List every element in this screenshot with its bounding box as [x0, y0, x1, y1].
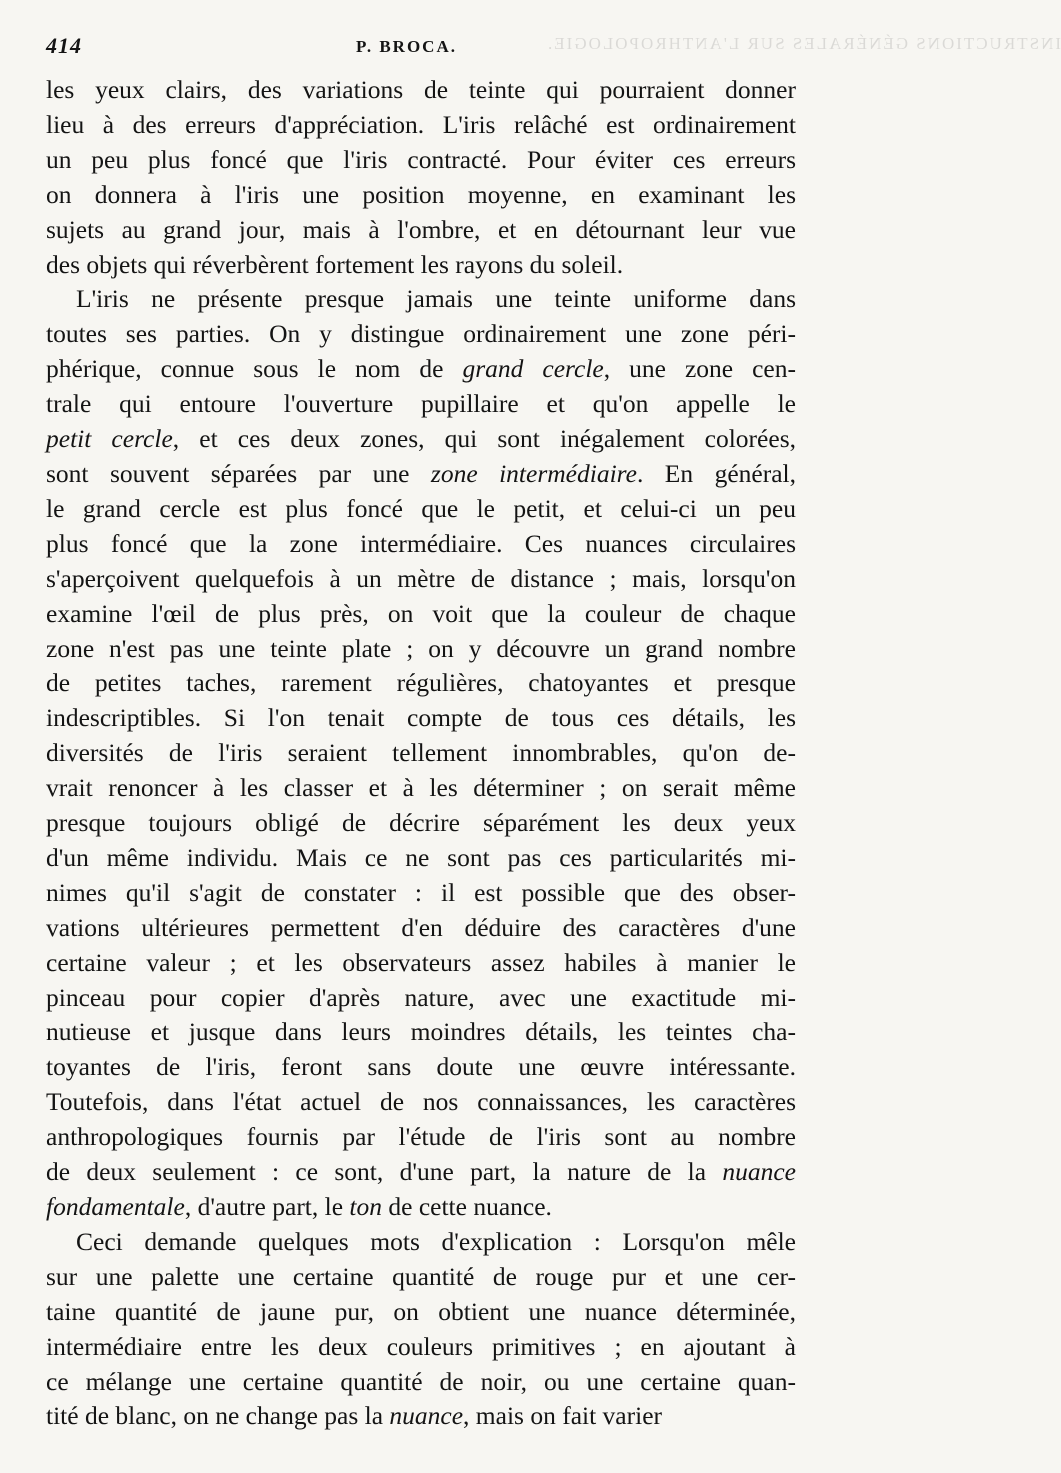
italic-term: nuance [722, 1157, 796, 1187]
text-line [46, 352, 796, 387]
text-segment: de petites taches, rarement régulières, chatoyantes et presque [46, 668, 796, 698]
text-line [46, 1330, 796, 1365]
italic-term: ton [349, 1192, 383, 1221]
text-segment: d'un même individu. Mais ce ne sont pas ces particularités mi- [46, 842, 796, 872]
text-segment: lieu à des erreurs d'appréciation. L'iris relâché est ordinairement [46, 109, 796, 139]
text-line [46, 1225, 796, 1260]
text-segment: vrait renoncer à les classer et à les déterminer ; on serait même [46, 773, 796, 803]
text-segment: les yeux clairs, des variations de teinte qui pourraient donner [46, 75, 796, 104]
text-segment: certaine valeur ; et les observateurs assez habiles à manier le [46, 947, 796, 977]
italic-term: zone intermédiaire [430, 458, 637, 488]
text-segment: examine l'œil de plus près, on voit que la couleur de chaque [46, 598, 796, 628]
text-segment: pinceau pour copier d'après nature, avec une exactitude mi- [46, 982, 796, 1012]
text-line [46, 143, 796, 178]
text-segment: , une zone cen- [603, 354, 796, 384]
text-segment: phérique, connue sous le nom de [46, 354, 463, 384]
text-line [46, 1190, 796, 1225]
text-line [46, 981, 796, 1016]
text-line [46, 492, 796, 527]
page-header [46, 0, 1061, 58]
text-line [46, 1365, 796, 1400]
text-segment: L'iris ne présente presque jamais une teinte uniforme dans [76, 284, 796, 314]
text-segment: de deux seulement : ce sont, d'une part, la nature de la [46, 1157, 723, 1187]
text-segment: des objets qui réverbèrent fortement les rayons du soleil. [46, 249, 624, 279]
text-line [46, 457, 796, 492]
paragraph [46, 1225, 796, 1434]
text-line [46, 1120, 796, 1155]
text-segment: diversités de l'iris seraient tellement innombrables, qu'on de- [46, 738, 796, 768]
text-line [46, 317, 796, 352]
text-segment: indescriptibles. Si l'on tenait compte de tous ces détails, les [46, 703, 796, 733]
text-line [46, 248, 796, 283]
text-line [46, 946, 796, 981]
text-segment: on donnera à l'iris une position moyenne, en examinant les [46, 179, 796, 209]
text-segment: de cette nuance. [382, 1192, 552, 1221]
text-line [46, 771, 796, 806]
text-line [46, 527, 796, 562]
paragraph [46, 282, 796, 1224]
text-line [46, 108, 796, 143]
text-segment: presque toujours obligé de décrire séparément les deux yeux [46, 808, 796, 838]
text-segment: le grand cercle est plus foncé que le petit, et celui-ci un peu [46, 493, 796, 523]
body-text [46, 73, 796, 1434]
text-segment: sont souvent séparées par une [46, 458, 431, 488]
text-segment: sujets au grand jour, mais à l'ombre, et en détournant leur vue [46, 214, 796, 244]
text-line [46, 1085, 796, 1120]
text-line [46, 806, 796, 841]
text-segment: Ceci demande quelques mots d'explication : Lorsqu'on mêle [76, 1226, 796, 1256]
text-segment: nimes qu'il s'agit de constater : il est possible que des obser- [46, 877, 796, 907]
text-line [46, 597, 796, 632]
text-line [46, 1260, 796, 1295]
text-segment: ce mélange une certaine quantité de noir, ou une certaine quan- [46, 1366, 796, 1396]
text-segment: vations ultérieures permettent d'en déduire des caractères d'une [46, 912, 796, 942]
text-segment: , et ces deux zones, qui sont inégalement colorées, [172, 424, 796, 454]
text-segment: . En général, [636, 458, 797, 488]
text-line [46, 632, 796, 667]
text-line [46, 282, 796, 317]
text-segment: tité de blanc, on ne change pas la [46, 1401, 390, 1431]
show-through-text: INSTRUCTIONS GÉNÉRALES SUR L'ANTHROPOLOGIE. [546, 34, 1061, 53]
text-line [46, 213, 796, 248]
text-line [46, 666, 796, 701]
paragraph [46, 73, 796, 282]
text-segment: plus foncé que la zone intermédiaire. Ces nuances circulaires [46, 528, 796, 558]
text-line [46, 876, 796, 911]
text-segment: toutes ses parties. On y distingue ordinairement une zone péri- [46, 319, 796, 349]
text-segment: toyantes de l'iris, feront sans doute une œuvre intéressante. [46, 1052, 796, 1082]
running-head: P. BROCA. [356, 37, 457, 56]
text-segment: , mais on fait varier [463, 1401, 663, 1431]
text-line [46, 1399, 796, 1434]
italic-term: fondamentale [46, 1192, 185, 1221]
text-line [46, 178, 796, 213]
text-line [46, 736, 796, 771]
text-line [46, 73, 796, 108]
text-segment: , d'autre part, le [184, 1192, 350, 1221]
text-line [46, 1295, 796, 1330]
text-line [46, 701, 796, 736]
page-number: 414 [46, 33, 82, 58]
text-line [46, 1155, 796, 1190]
text-line [46, 841, 796, 876]
text-segment: zone n'est pas une teinte plate ; on y découvre un grand nombre [46, 633, 796, 663]
text-segment: Toutefois, dans l'état actuel de nos connaissances, les caractères [46, 1087, 796, 1117]
italic-term: grand cercle [462, 354, 604, 384]
text-segment: s'aperçoivent quelquefois à un mètre de distance ; mais, lorsqu'on [46, 563, 796, 593]
text-segment: un peu plus foncé que l'iris contracté. Pour éviter ces erreurs [46, 144, 796, 174]
text-line [46, 1050, 796, 1085]
text-segment: sur une palette une certaine quantité de rouge pur et une cer- [46, 1261, 796, 1291]
text-segment: intermédiaire entre les deux couleurs primitives ; en ajoutant à [46, 1331, 796, 1361]
text-line [46, 1015, 796, 1050]
text-segment: taine quantité de jaune pur, on obtient une nuance déterminée, [46, 1296, 796, 1326]
text-line [46, 911, 796, 946]
italic-term: nuance [389, 1401, 464, 1431]
text-line [46, 387, 796, 422]
text-segment: anthropologiques fournis par l'étude de l'iris sont au nombre [46, 1122, 796, 1152]
text-segment: nutieuse et jusque dans leurs moindres détails, les teintes cha- [46, 1017, 796, 1047]
text-line [46, 422, 796, 457]
text-line [46, 562, 796, 597]
text-segment: trale qui entoure l'ouverture pupillaire et qu'on appelle le [46, 389, 796, 419]
italic-term: petit cercle [46, 424, 173, 454]
